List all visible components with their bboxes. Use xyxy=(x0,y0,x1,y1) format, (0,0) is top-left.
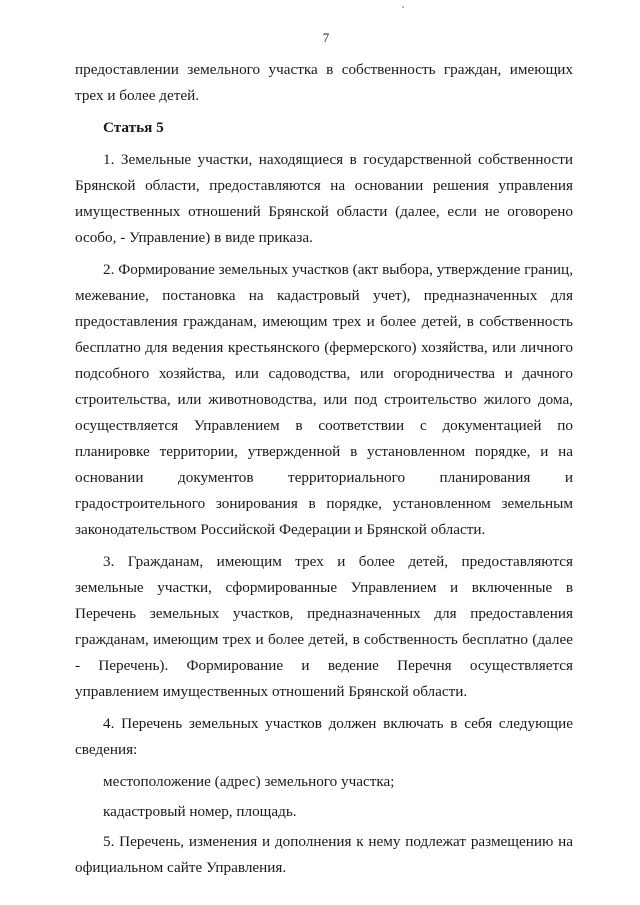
document-body xyxy=(75,57,573,887)
scan-artifact xyxy=(402,6,404,8)
intro-paragraph: предоставлении земельного участка в собственность граждан, имеющих трех и более детей. xyxy=(75,61,573,104)
list-item-cadastral: кадастровый номер, площадь. xyxy=(103,803,297,820)
article-paragraph-5: 5. Перечень, изменения и дополнения к нему подлежат размещению на официальном сайте Управления. xyxy=(75,833,573,876)
page-number: 7 xyxy=(322,30,330,45)
article-paragraph-3: 3. Гражданам, имеющим трех и более детей, предоставляются земельные участки, сформированные Управлением и включенные в Перечень земельных участков, предназначенных для предоставления гражданам, имеющим трех и более детей, в собственность бесплатно (далее - Перечень). Формирование и ведение Перечня осуществляется управлением имущественных отношений Брянской области. xyxy=(75,553,573,700)
article-paragraph-2: 2. Формирование земельных участков (акт выбора, утверждение границ, межевание, постановка на кадастровый учет), предназначенных для предоставления гражданам, имеющим трех и более детей, в собственность бесплатно для ведения крестьянского (фермерского) хозяйства, или личного подсобного хозяйства, или садоводства, или огородничества и дачного строительства, или животноводства, или под строительство жилого дома, осуществляется Управлением в соответствии с документацией по планировке территории, утвержденной в установленном порядке, и на основании документов территориального планирования и градостроительного зонирования в порядке, установленном земельным законодательством Российской Федерации и Брянской области. xyxy=(75,261,573,538)
article-paragraph-4: 4. Перечень земельных участков должен включать в себя следующие сведения: xyxy=(75,715,573,758)
article-heading: Статья 5 xyxy=(103,119,164,136)
article-paragraph-1: 1. Земельные участки, находящиеся в государственной собственности Брянской области, предоставляются на основании решения управления имущественных отношений Брянской области (далее, если не оговорено особо, - Управление) в виде приказа. xyxy=(75,151,573,246)
list-item-location: местоположение (адрес) земельного участка; xyxy=(103,773,395,790)
